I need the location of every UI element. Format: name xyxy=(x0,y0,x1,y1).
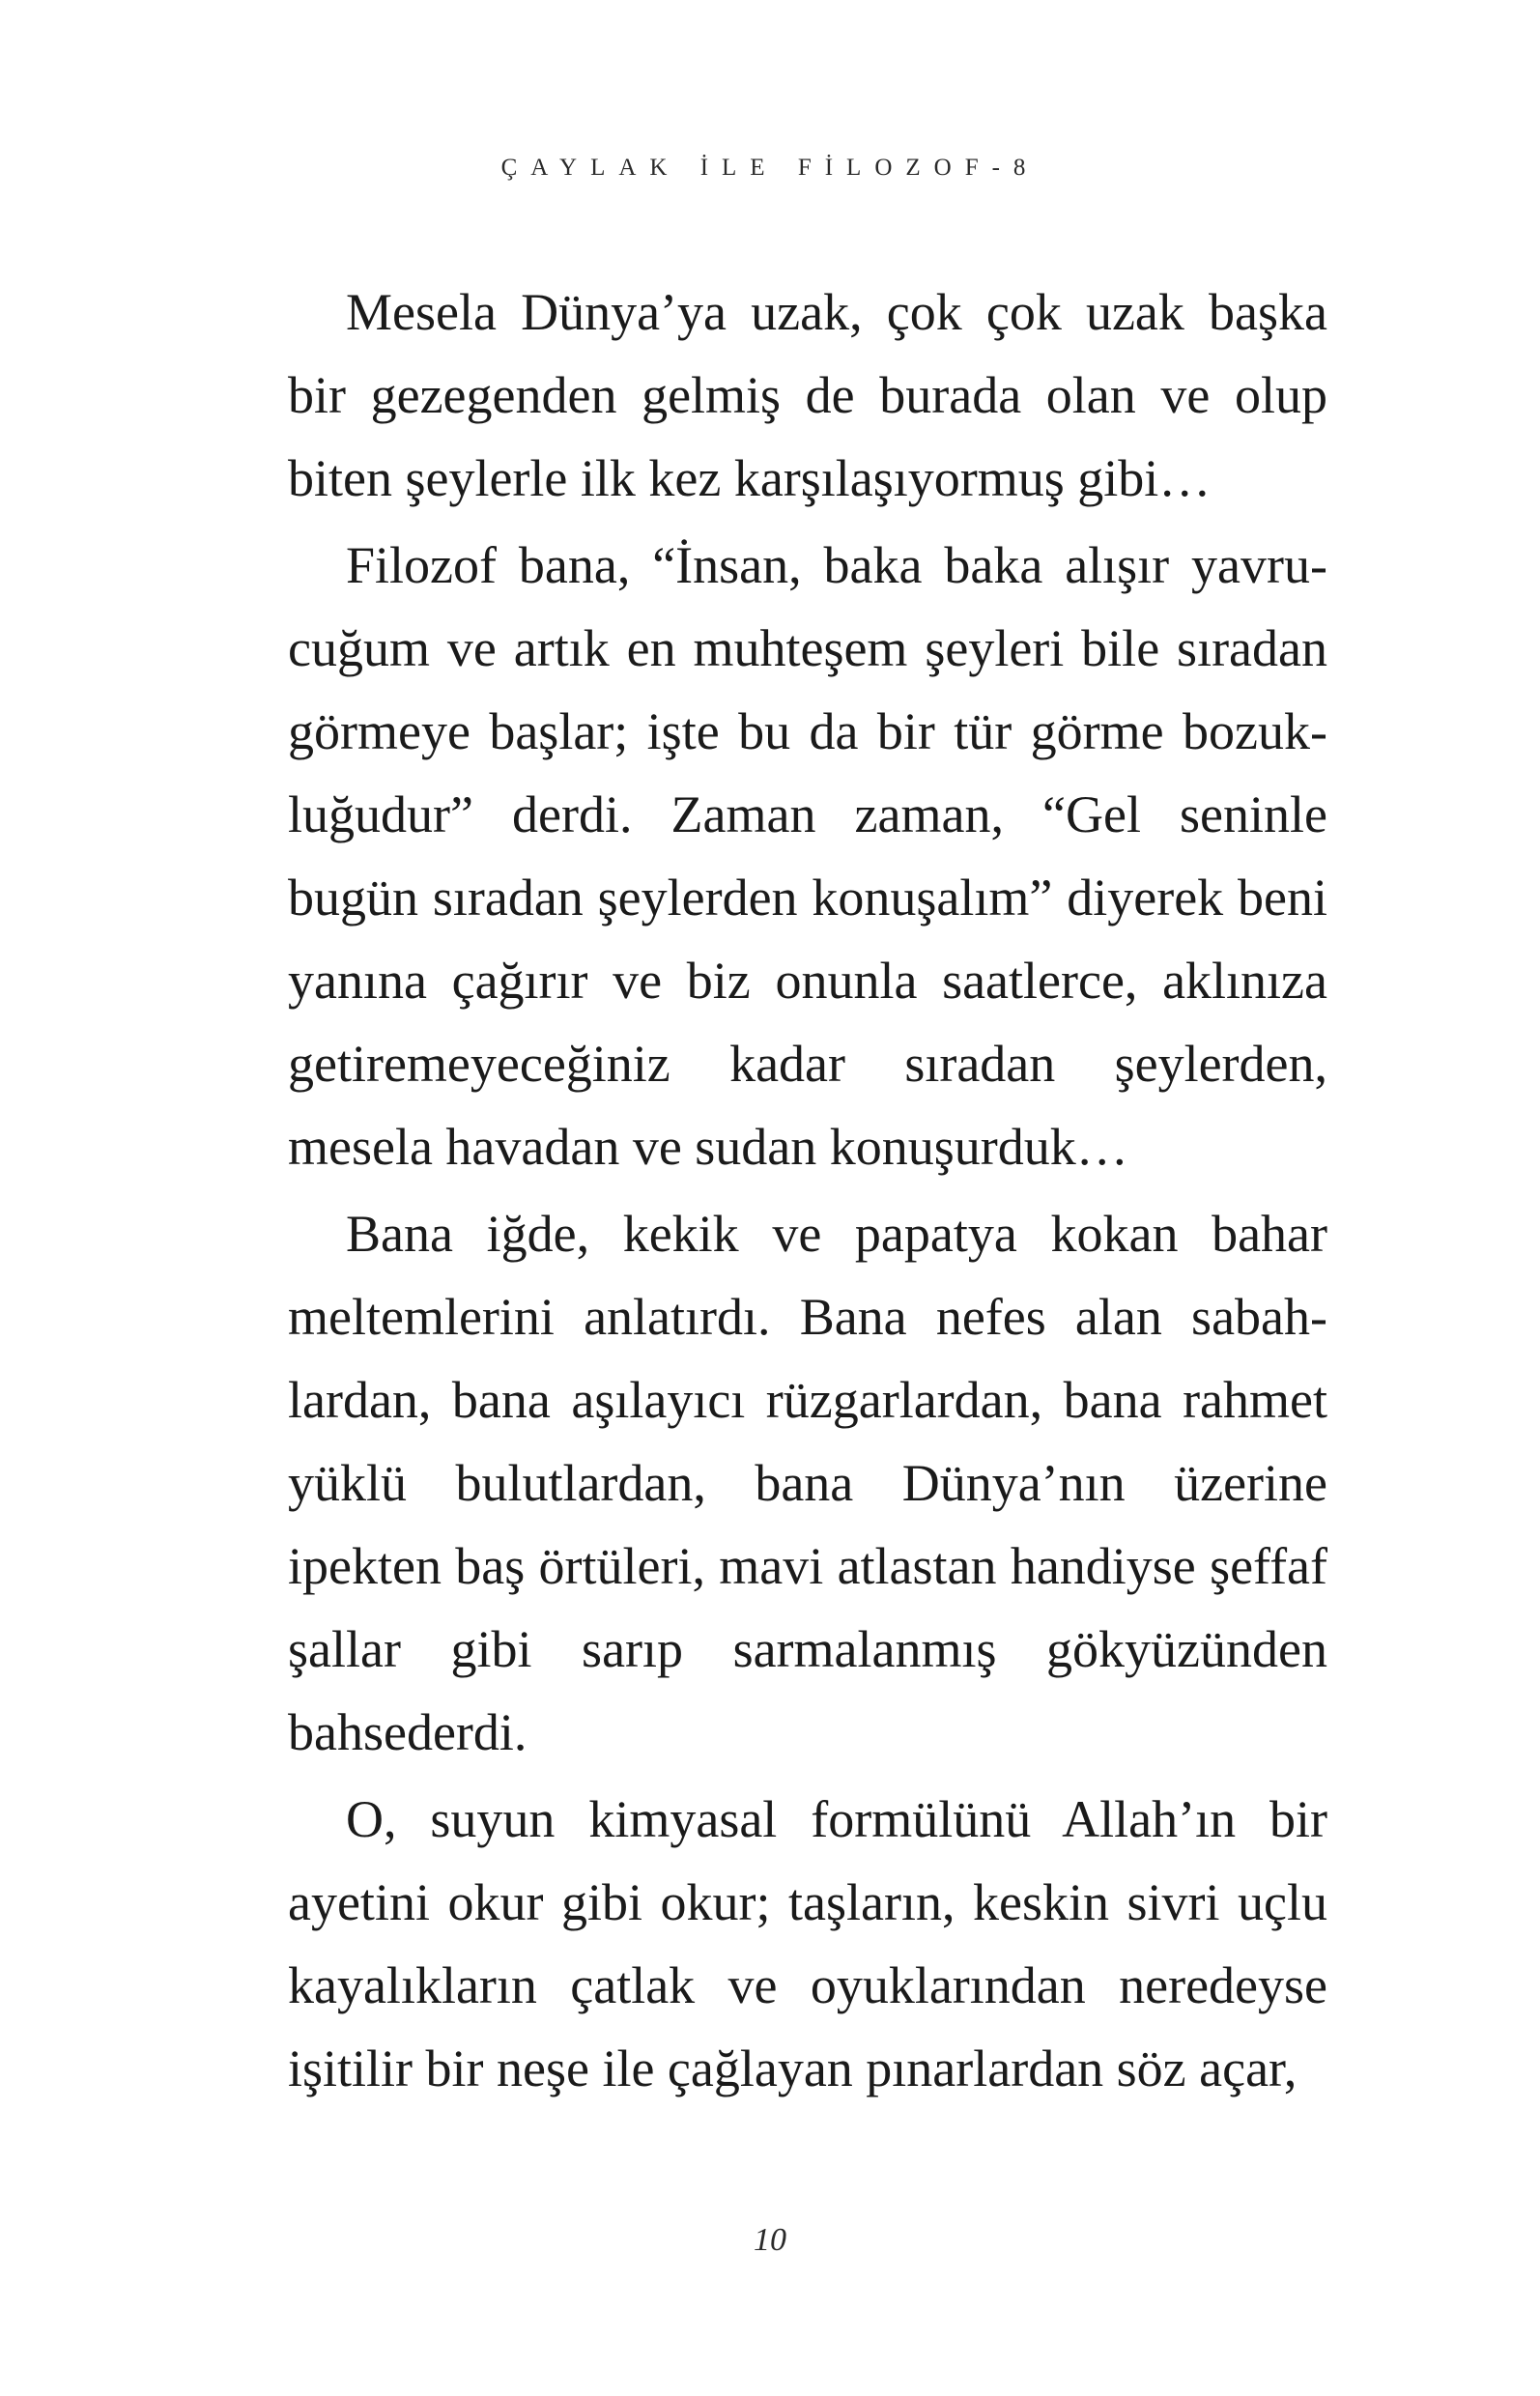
body-text xyxy=(288,271,1327,2114)
paragraph-4: O, suyun kimyasal formülünü Allah’ın bir ayetini okur gibi okur; taşların, keskin sivri uçlu kayalıkların çatlak ve oyuklarından neredeyse işitilir bir neşe ile çağlayan pınarlardan söz açar, xyxy=(288,1790,1327,2097)
paragraph-1: Mesela Dünya’ya uzak, çok çok uzak başka bir gezegenden gelmiş de burada olan ve olup biten şeylerle ilk kez karşılaşıyormuş gibi… xyxy=(288,283,1327,507)
paragraph-2: Filozof bana, “İnsan, baka baka alışır yavrucuğum ve artık en muhteşem şeyleri bile sıradan görmeye başlar; işte bu da bir tür görme bozukluğudur” derdi. Zaman zaman, “Gel seninle bugün sıradan şeylerden konuşalım” diyerek beni yanına çağırır ve biz onunla saatlerce, aklınıza getiremeyeceğiniz kadar sıradan şeylerden, mesela havadan ve sudan konuşurduk… xyxy=(288,536,1327,1176)
page-number: 10 xyxy=(754,2222,786,2258)
paragraph-3: Bana iğde, kekik ve papatya kokan bahar meltemlerini anlatırdı. Bana nefes alan sabahlardan, bana aşılayıcı rüzgarlardan, bana rahmet yüklü bulutlardan, bana Dünya’nın üzerine ipekten baş örtüleri, mavi atlastan handiyse şeffaf şallar gibi sarıp sarmalanmış gökyüzünden bahsederdi. xyxy=(288,1205,1327,1761)
running-header-title: ÇAYLAK İLE FİLOZOF-8 xyxy=(500,155,1040,181)
